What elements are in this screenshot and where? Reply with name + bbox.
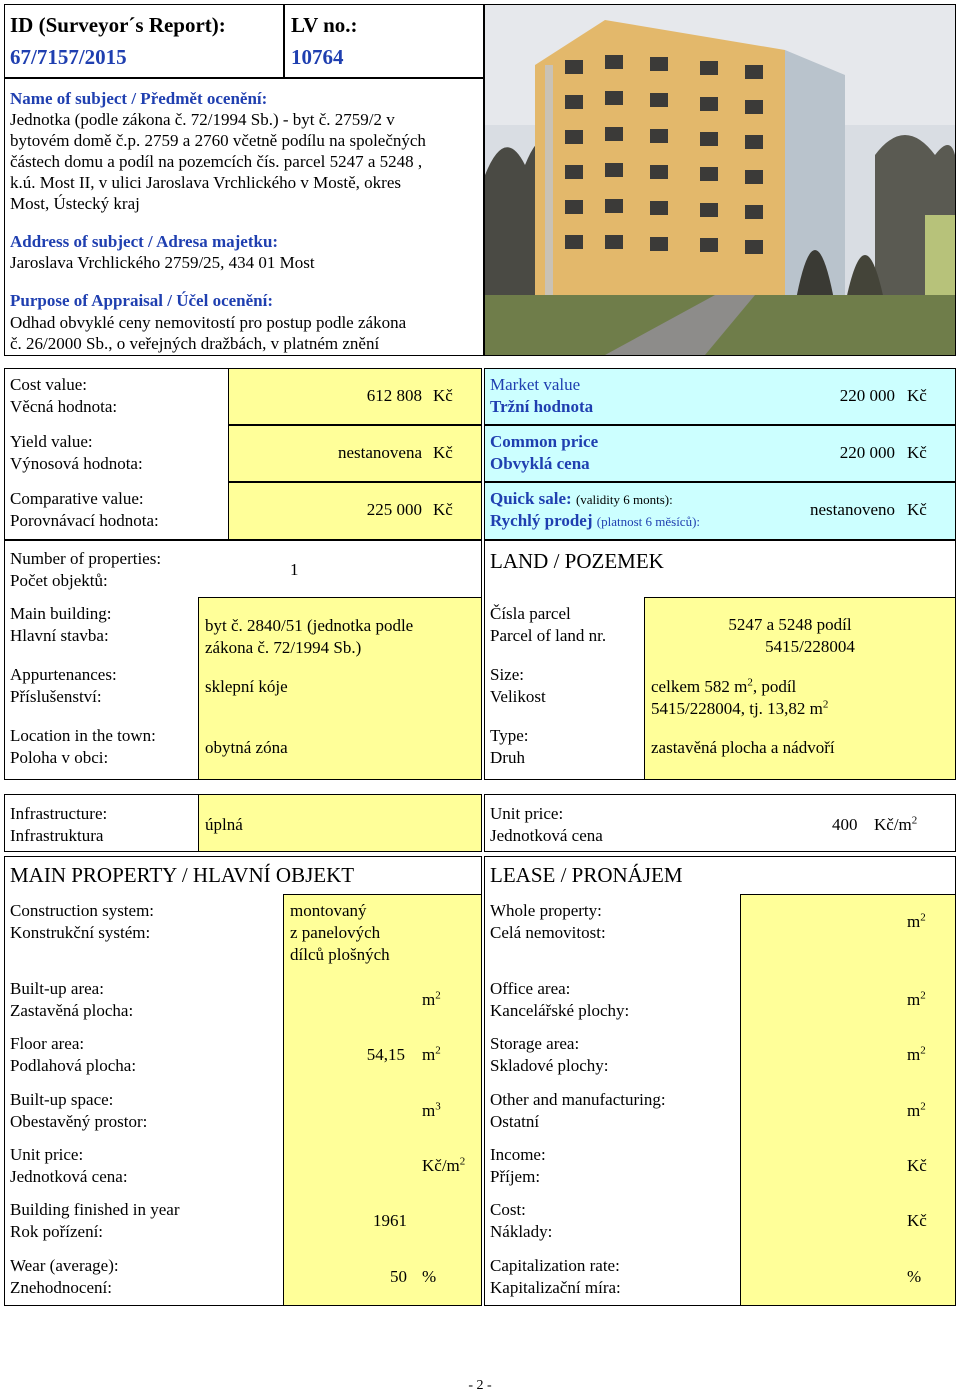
market-cur: Kč	[907, 386, 927, 405]
other-unit-sup: 2	[920, 1100, 926, 1113]
unitp-en: Unit price:	[10, 1145, 84, 1164]
cons-cz: Konstrukční systém:	[10, 923, 151, 942]
lv-value: 10764	[291, 45, 344, 69]
page-number: - 2 -	[468, 1378, 492, 1393]
loc-val: obytná zóna	[205, 738, 288, 757]
common-cz: Obvyklá cena	[490, 454, 590, 473]
office-cz: Kancelářské plochy:	[490, 1001, 630, 1020]
unitp-unit-sup: 2	[459, 1155, 466, 1168]
quick-cz-line	[490, 510, 700, 533]
name-line: Jednotka (podle zákona č. 72/1994 Sb.) - byt č. 2759/2 v	[10, 110, 395, 129]
infra-val: úplná	[205, 815, 243, 834]
app-cz: Příslušenství:	[10, 687, 102, 706]
floor-cz: Podlahová plocha:	[10, 1056, 137, 1075]
whole-unit	[907, 911, 926, 933]
other-en: Other and manufacturing:	[490, 1090, 666, 1109]
space-cz: Obestavěný prostor:	[10, 1112, 148, 1131]
quick-en-note: (validity 6 monts):	[575, 492, 673, 507]
wear-val: 50	[390, 1267, 407, 1286]
loc-cz: Poloha v obci:	[10, 748, 109, 767]
parcel-en: Parcel of land nr.	[490, 626, 607, 645]
office-unit-text: m	[907, 990, 921, 1009]
yield-num: nestanovena	[337, 443, 422, 462]
size-val2b: 2	[822, 698, 829, 711]
size-val2a: 5415/228004, tj. 13,82 m	[651, 699, 823, 718]
cons-v1: montovaný	[290, 901, 367, 920]
whole-en: Whole property:	[490, 901, 602, 920]
cap-unit: %	[907, 1267, 922, 1286]
year-en: Building finished in year	[10, 1200, 180, 1219]
floor-val: 54,15	[366, 1045, 405, 1064]
size-val2	[651, 698, 828, 720]
year-val: 1961	[373, 1211, 407, 1230]
unitp-cz: Jednotková cena:	[10, 1167, 128, 1186]
infra-en: Infrastructure:	[10, 804, 108, 823]
quick-num: nestanoveno	[810, 500, 895, 519]
income-en: Income:	[490, 1145, 546, 1164]
market-cz: Tržní hodnota	[490, 397, 594, 416]
cost-num: 612 808	[366, 386, 422, 405]
income-unit: Kč	[907, 1156, 927, 1175]
wear-unit: %	[422, 1267, 437, 1286]
name-line: Most, Ústecký kraj	[10, 194, 140, 213]
comp-cur: Kč	[433, 500, 453, 519]
other-unit	[907, 1100, 926, 1122]
unit-cz: Jednotková cena	[490, 826, 603, 845]
main-property-title: MAIN PROPERTY / HLAVNÍ OBJEKT	[10, 863, 355, 887]
quick-cur: Kč	[907, 500, 927, 519]
space-unit-text: m	[422, 1101, 436, 1120]
built-cz: Zastavěná plocha:	[10, 1001, 134, 1020]
wear-cz: Znehodnocení:	[10, 1278, 112, 1297]
floor-en: Floor area:	[10, 1034, 85, 1053]
office-unit	[907, 989, 926, 1011]
parcel-cz: Čísla parcel	[490, 604, 571, 623]
size-val1a: celkem 582 m	[651, 677, 748, 696]
count-en: Number of properties:	[10, 549, 162, 568]
app-val: sklepní kóje	[205, 677, 288, 696]
whole-cz: Celá nemovitost:	[490, 923, 606, 942]
storage-unit-sup: 2	[920, 1044, 926, 1057]
count-val: 1	[290, 560, 299, 579]
unit-en: Unit price:	[490, 804, 564, 823]
comp-num: 225 000	[366, 500, 422, 519]
quick-en: Quick sale:	[490, 489, 572, 508]
unit-num: 400	[832, 815, 858, 834]
common-num: 220 000	[839, 443, 895, 462]
market-num: 220 000	[839, 386, 895, 405]
storage-unit-text: m	[907, 1045, 921, 1064]
infra-cz: Infrastruktura	[10, 826, 104, 845]
whole-unit-sup: 2	[920, 911, 926, 924]
whole-unit-text: m	[907, 912, 921, 931]
name-line: částech domu a podíl na pozemcích čís. parcel 5247 a 5248 ,	[10, 152, 423, 171]
main-en: Main building:	[10, 604, 112, 623]
main-cz: Hlavní stavba:	[10, 626, 109, 645]
unit-cur	[874, 814, 917, 836]
other-unit-text: m	[907, 1101, 921, 1120]
yield-cz: Výnosová hodnota:	[10, 454, 143, 473]
address-value: Jaroslava Vrchlického 2759/25, 434 01 Most	[10, 253, 315, 272]
cap-en: Capitalization rate:	[490, 1256, 620, 1275]
main-val2: zákona č. 72/1994 Sb.)	[205, 638, 362, 657]
year-cz: Rok pořízení:	[10, 1222, 104, 1241]
size-cz: Velikost	[490, 687, 546, 706]
unitp-unit	[422, 1155, 465, 1177]
app-en: Appurtenances:	[10, 665, 117, 684]
unitp-unit-text: Kč/m	[422, 1156, 460, 1175]
unit-cur-text: Kč/m	[874, 815, 912, 834]
wear-en: Wear (average):	[10, 1256, 119, 1275]
name-line: bytovém domě č.p. 2759 a 2760 včetně podílu na společných	[10, 131, 426, 150]
purpose-title: Purpose of Appraisal / Účel ocenění:	[10, 291, 274, 310]
floor-unit-text: m	[422, 1045, 436, 1064]
cost-en: Cost value:	[10, 375, 87, 394]
storage-en: Storage area:	[490, 1034, 580, 1053]
office-en: Office area:	[490, 979, 571, 998]
income-cz: Příjem:	[490, 1167, 541, 1186]
cons-v3: dílců plošných	[290, 945, 390, 964]
id-label: ID (Surveyor´s Report):	[10, 13, 226, 37]
cost-cur: Kč	[433, 386, 453, 405]
land-title: LAND / POZEMEK	[490, 549, 664, 573]
comp-en: Comparative value:	[10, 489, 144, 508]
cost-cz: Věcná hodnota:	[10, 397, 118, 416]
id-value: 67/7157/2015	[10, 45, 127, 69]
cap-cz: Kapitalizační míra:	[490, 1278, 621, 1297]
built-unit-sup: 2	[435, 989, 441, 1002]
purpose-line: č. 26/2000 Sb., o veřejných dražbách, v platném znění	[10, 334, 380, 353]
name-line: k.ú. Most II, v ulici Jaroslava Vrchlického v Mostě, okres	[10, 173, 402, 192]
quick-en-line	[490, 488, 673, 511]
address-title: Address of subject / Adresa majetku:	[10, 232, 279, 251]
purpose-line: Odhad obvyklé ceny nemovitostí pro postup podle zákona	[10, 313, 407, 332]
built-unit-text: m	[422, 990, 436, 1009]
built-unit	[422, 989, 441, 1011]
floor-unit	[422, 1044, 441, 1066]
type-val: zastavěná plocha a nádvoří	[651, 738, 835, 757]
cons-en: Construction system:	[10, 901, 155, 920]
market-en: Market value	[490, 375, 581, 394]
unit-cur-sup: 2	[911, 814, 918, 827]
lv-label: LV no.:	[291, 13, 358, 37]
type-cz: Druh	[490, 748, 525, 767]
count-cz: Počet objektů:	[10, 571, 108, 590]
size-val1b: 2	[747, 676, 753, 689]
type-en: Type:	[490, 726, 529, 745]
size-en: Size:	[490, 665, 524, 684]
space-unit	[422, 1100, 441, 1122]
lease-cost-en: Cost:	[490, 1200, 526, 1219]
floor-unit-sup: 2	[435, 1044, 441, 1057]
storage-cz: Skladové plochy:	[490, 1056, 609, 1075]
office-unit-sup: 2	[920, 989, 926, 1002]
main-val1: byt č. 2840/51 (jednotka podle	[205, 616, 414, 635]
size-val1c: , podíl	[752, 677, 797, 696]
common-cur: Kč	[907, 443, 927, 462]
quick-cz: Rychlý prodej	[490, 511, 593, 530]
parcel-val1: 5247 a 5248 podíl	[728, 615, 852, 634]
quick-cz-note: (platnost 6 měsíců):	[596, 514, 701, 529]
comp-cz: Porovnávací hodnota:	[10, 511, 159, 530]
built-en: Built-up area:	[10, 979, 104, 998]
space-en: Built-up space:	[10, 1090, 114, 1109]
building-photo	[484, 4, 956, 356]
lease-cost-cz: Náklady:	[490, 1222, 553, 1241]
name-title: Name of subject / Předmět ocenění:	[10, 89, 268, 108]
parcel-val2: 5415/228004	[765, 637, 855, 656]
yield-cur: Kč	[433, 443, 453, 462]
storage-unit	[907, 1044, 926, 1066]
yield-en: Yield value:	[10, 432, 93, 451]
common-en: Common price	[490, 432, 599, 451]
lease-title: LEASE / PRONÁJEM	[490, 863, 683, 887]
cons-v2: z panelových	[290, 923, 381, 942]
loc-en: Location in the town:	[10, 726, 156, 745]
size-val1	[651, 676, 796, 698]
space-unit-sup: 3	[435, 1100, 441, 1113]
other-cz: Ostatní	[490, 1112, 540, 1131]
lease-cost-unit: Kč	[907, 1211, 927, 1230]
